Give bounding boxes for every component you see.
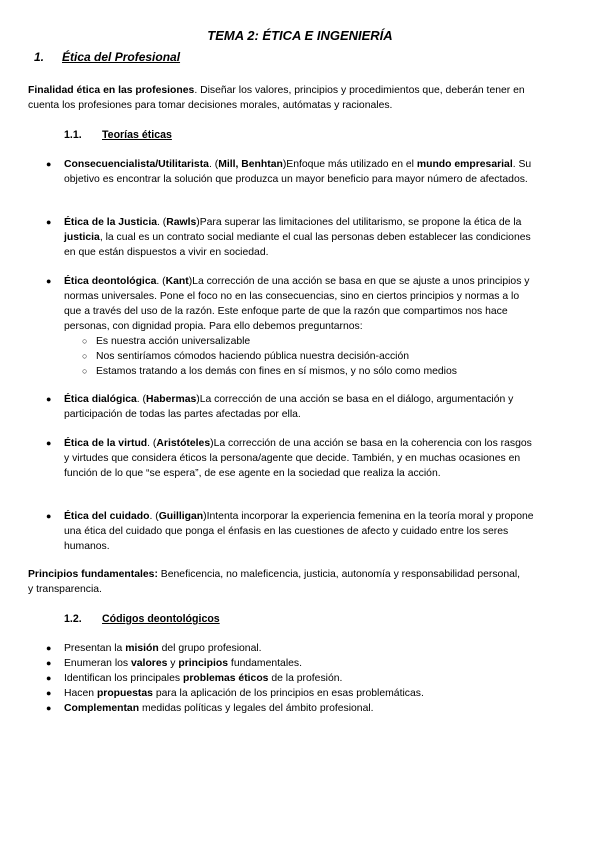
- subsection-1-1-number: 1.1.: [64, 129, 82, 141]
- theory-text: Consecuencialista/Utilitarista. (Mill, Benhtan)Enfoque más utilizado en el mundo empresarial. Su objetivo es encontrar la solución que produzca un mayor beneficio para mayor número de afectados.: [64, 159, 532, 185]
- intro-paragraph: [28, 83, 528, 113]
- list-item: ● Enumeran los valores y principios fundamentales.: [46, 658, 302, 669]
- bullet-icon: ●: [46, 511, 52, 521]
- subsection-1-2-number: 1.2.: [64, 613, 82, 625]
- intro-bold: Finalidad ética en las profesiones: [28, 85, 195, 96]
- list-item: ● Hacen propuestas para la aplicación de los principios en esas problemáticas.: [46, 688, 424, 699]
- list-item: ● Complementan medidas políticas y legales del ámbito profesional.: [46, 703, 374, 714]
- section-1-heading: [34, 50, 180, 65]
- theory-text: Ética deontológica. (Kant)La corrección de una acción se basa en que se ajuste a unos principios y normas universales. Pone el foco no en las consecuencias, sino en ciertos principios y normas a lo que a través del uso de la razón. Este enfoque parte de que la razón que compartimos nos hace personas, con dignidad propia. Para ello debemos preguntarnos:: [64, 276, 530, 332]
- intro-text: . Diseñar los valores, principios y procedimientos que, deberán tener en cuenta los profesiones para tomar decisiones morales, autómatas y racionales.: [28, 85, 525, 111]
- theory-text: Ética de la Justicia. (Rawls)Para superar las limitaciones del utilitarismo, se propone la ética de la justicia, la cual es un contrato social mediante el cual las personas deben establecer las condiciones en que están dispuestos a vivir en sociedad.: [64, 217, 531, 258]
- principles-text: Beneficencia, no maleficencia, justicia, autonomía y responsabilidad personal, y transparencia.: [28, 569, 521, 595]
- bullet-icon: ●: [46, 673, 52, 683]
- codes-list: [46, 641, 536, 716]
- bullet-icon: ●: [46, 438, 52, 448]
- theory-text: Ética de la virtud. (Aristóteles)La corrección de una acción se basa en la coherencia con los rasgos y virtudes que considera éticos la persona/agente que decide. También, y en muchas ocasiones en función de lo que “se espera”, de ese agente en la sociedad que realiza la acción.: [64, 438, 532, 479]
- theory-item: [46, 274, 536, 379]
- bullet-icon: ●: [46, 217, 52, 227]
- list-item: ○ Estamos tratando a los demás con fines en sí mismos, y no sólo como medios: [82, 366, 457, 377]
- list-item: ● Identifican los principales problemas éticos de la profesión.: [46, 673, 343, 684]
- theory-item: [46, 157, 536, 187]
- theory-text: Ética dialógica. (Habermas)La corrección de una acción se basa en el diálogo, argumentación y participación de todas las partes afectadas por ella.: [64, 394, 514, 420]
- list-item: ○ Nos sentiríamos cómodos haciendo pública nuestra decisión-acción: [82, 351, 410, 362]
- section-1-number: 1.: [34, 50, 45, 64]
- list-item: ● Presentan la misión del grupo profesional.: [46, 643, 262, 654]
- bullet-icon: ●: [46, 688, 52, 698]
- theory-item: [46, 509, 536, 554]
- theory-item: [46, 392, 536, 422]
- theory-item: [46, 215, 536, 260]
- kant-questions-list: [82, 334, 536, 379]
- theory-item: [46, 436, 536, 481]
- page-title: TEMA 2: ÉTICA E INGENIERÍA: [207, 28, 393, 43]
- bullet-icon: ●: [46, 159, 52, 169]
- section-1-title: Ética del Profesional: [62, 50, 181, 64]
- subsection-1-1-heading: [64, 128, 172, 143]
- bullet-icon: ●: [46, 276, 52, 286]
- principles-paragraph: [28, 567, 528, 597]
- list-item: ○ Es nuestra acción universalizable: [82, 336, 251, 347]
- subsection-1-1-title: Teorías éticas: [102, 129, 172, 141]
- circle-bullet-icon: ○: [82, 336, 88, 346]
- bullet-icon: ●: [46, 643, 52, 653]
- subsection-1-2-title: Códigos deontológicos: [102, 613, 220, 625]
- circle-bullet-icon: ○: [82, 351, 88, 361]
- bullet-icon: ●: [46, 394, 52, 404]
- bullet-icon: ●: [46, 703, 52, 713]
- theory-text: Ética del cuidado. (Guilligan)Intenta incorporar la experiencia femenina en la teoría moral y propone una ética del cuidado que ponga el énfasis en las cuestiones de afecto y cuidado entre los seres humanos.: [64, 511, 534, 552]
- subsection-1-2-heading: [64, 612, 220, 627]
- principles-bold: Principios fundamentales:: [28, 569, 158, 580]
- circle-bullet-icon: ○: [82, 366, 88, 376]
- bullet-icon: ●: [46, 658, 52, 668]
